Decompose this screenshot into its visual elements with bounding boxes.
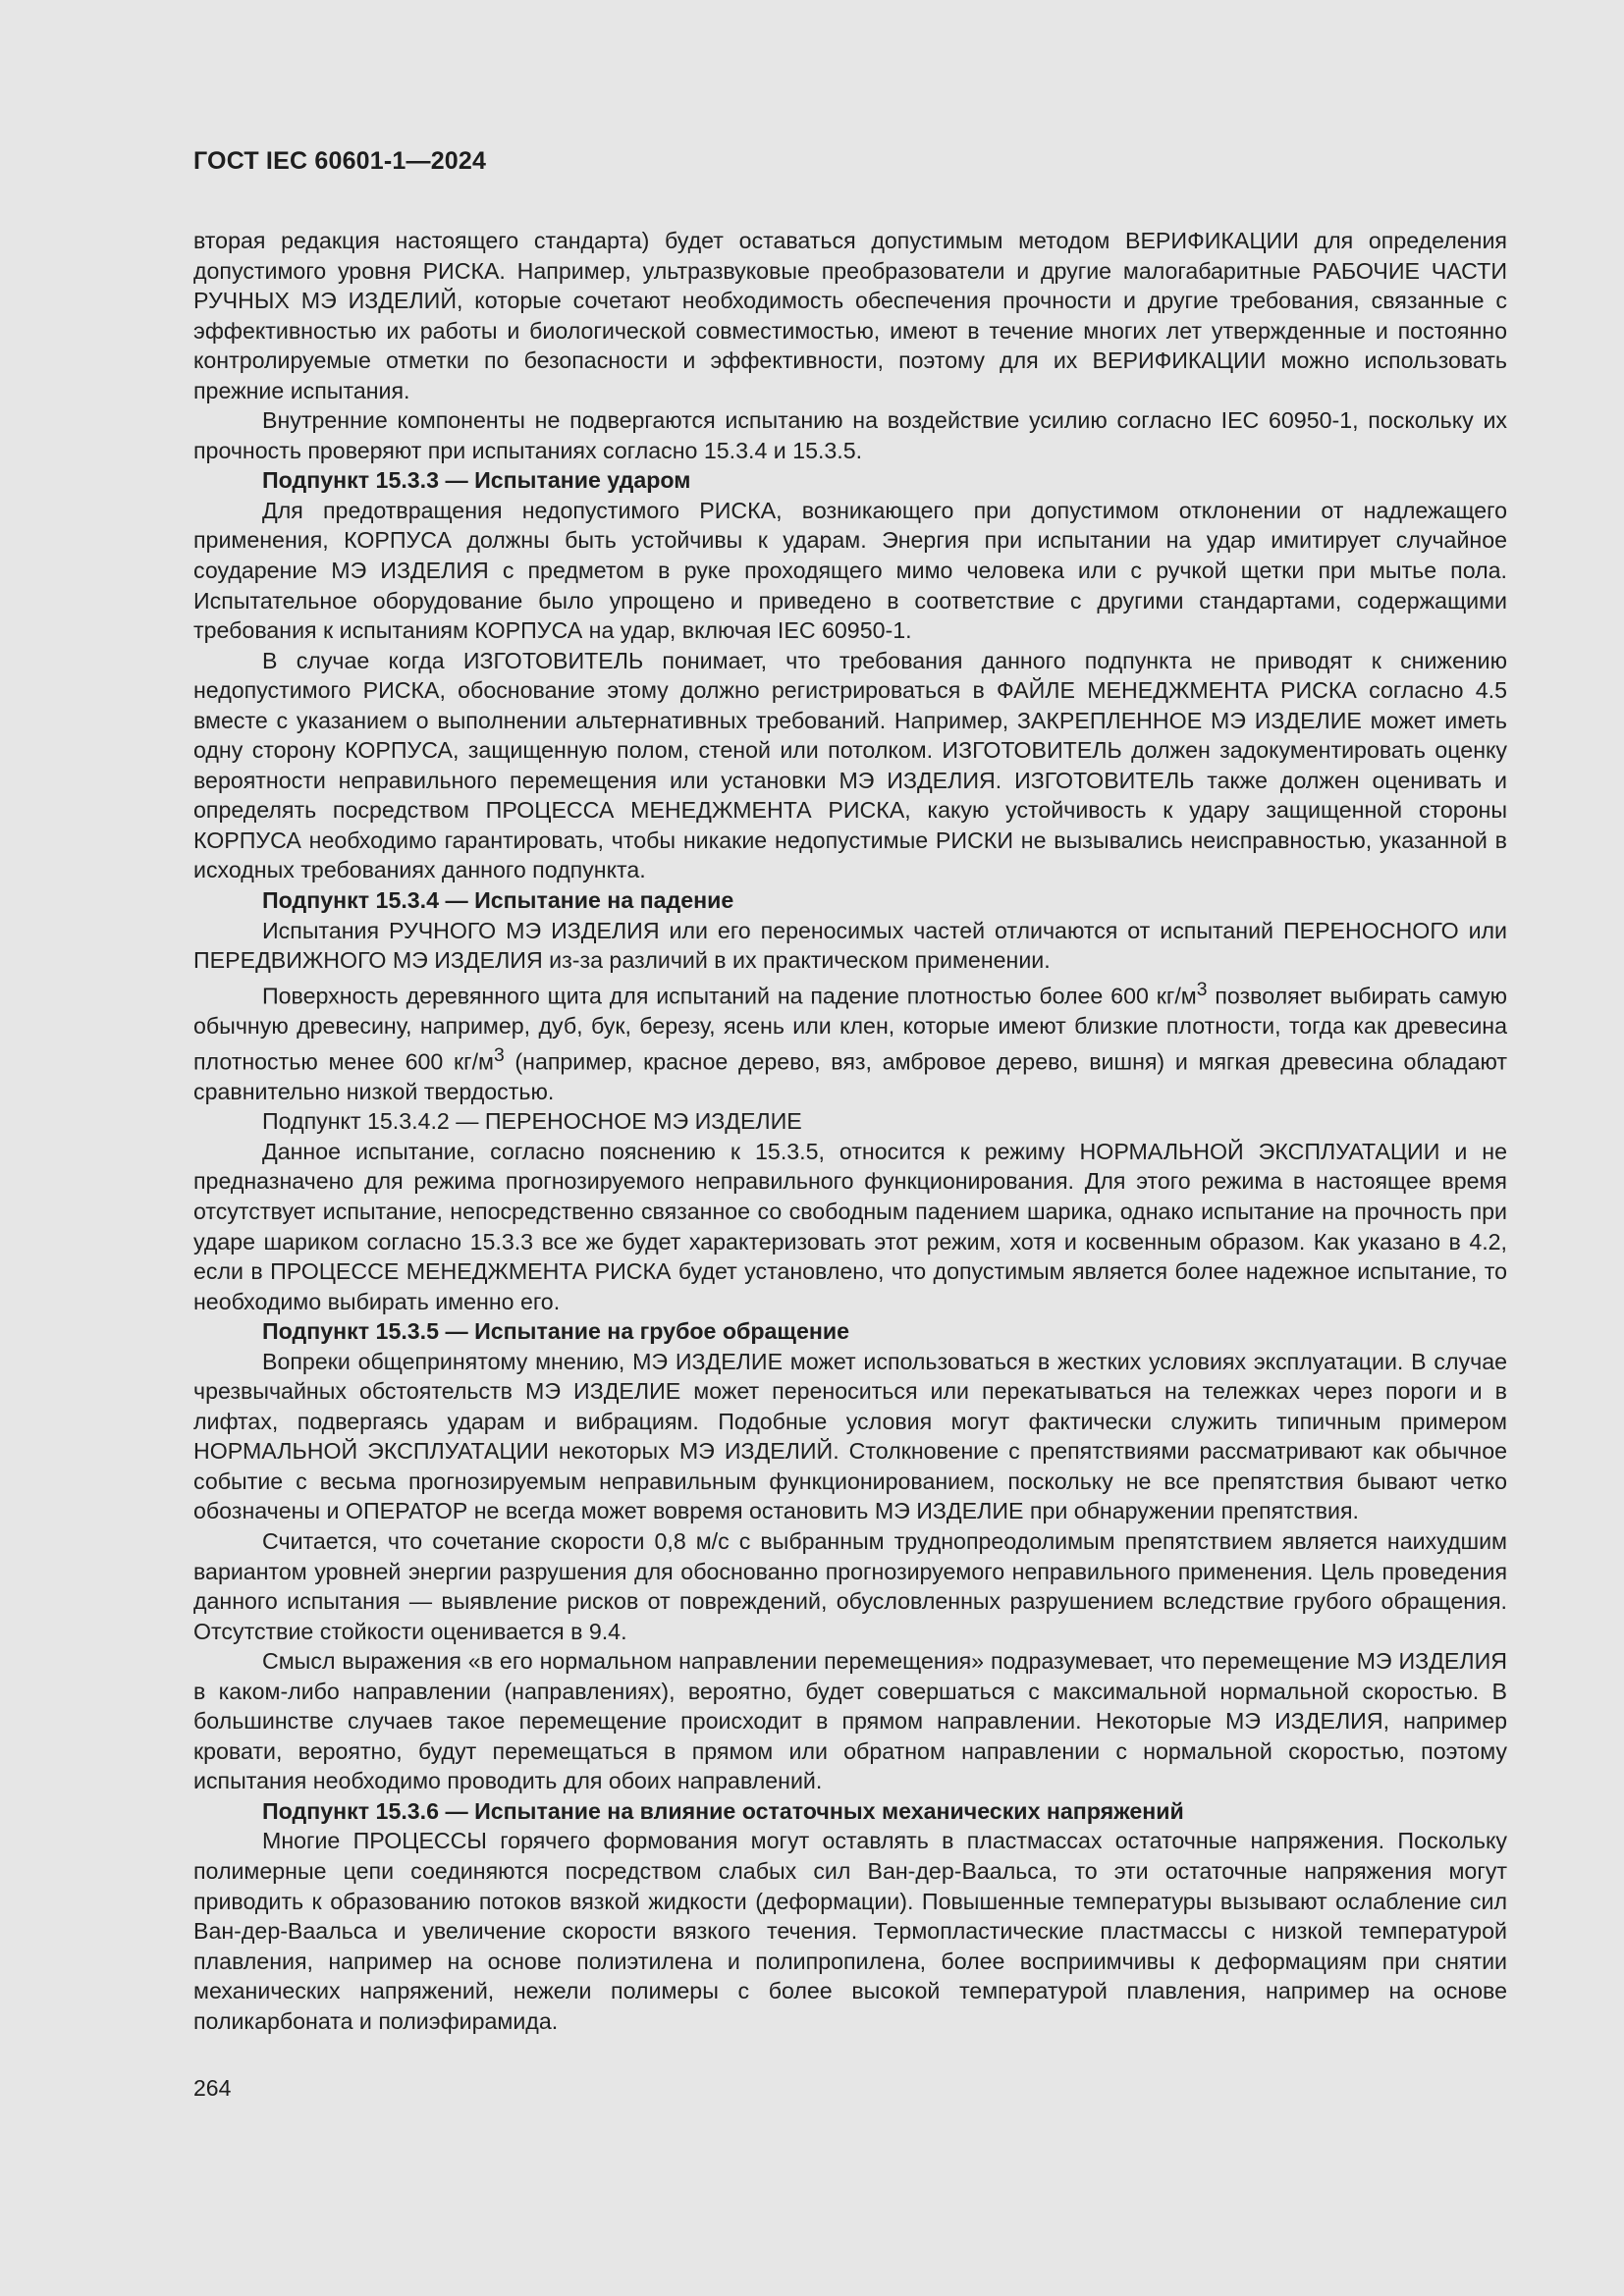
standard-header: ГОСТ IEC 60601-1—2024 — [193, 147, 487, 175]
subclause-heading-15-3-6: Подпункт 15.3.6 — Испытание на влияние остаточных механических напряжений — [262, 1797, 1184, 1824]
superscript-cubic-1: 3 — [1196, 979, 1208, 1000]
paragraph-speed-combination: Считается, что сочетание скорости 0,8 м/с с выбранным труднопреодолимым препятствием является наихудшим вариантом уровней энергии разрушения для обоснованно прогнозируемого неправильного применения. Цель проведения данного испытания — выявление рисков от повреждений, обусловленных разрушением вследствие грубого обращения. Отсутствие стойкости оценивается в 9.4. — [193, 1527, 1507, 1644]
superscript-cubic-2: 3 — [493, 1044, 505, 1066]
paragraph-handheld-tests: Испытания РУЧНОГО МЭ ИЗДЕЛИЯ или его переносимых частей отличаются от испытаний ПЕРЕНОСНОГО или ПЕРЕДВИЖНОГО МЭ ИЗДЕЛИЯ из-за различий в их практическом применении. — [193, 917, 1507, 974]
paragraph-continuation: вторая редакция настоящего стандарта) будет оставаться допустимым методом ВЕРИФИКАЦИИ для определения допустимого уровня РИСКА. Например, ультразвуковые преобразователи и другие малогабаритные РАБОЧИЕ ЧАСТИ РУЧНЫХ МЭ ИЗДЕЛИЙ, которые сочетают необходимость обеспечения прочности и другие требования, связанные с эффективностью их работы и биологической совместимостью, имеют в течение многих лет утвержденные и постоянно контролируемые отметки по безопасности и эффективности, поэтому для их ВЕРИФИКАЦИИ можно использовать прежние испытания. — [193, 228, 1507, 403]
paragraph-wood-density — [193, 976, 1507, 1107]
paragraph-residual-stress: Многие ПРОЦЕССЫ горячего формования могут оставлять в пластмассах остаточные напряжения. Поскольку полимерные цепи соединяются посредством слабых сил Ван-дер-Ваальса, то эти остаточные напряжения могут приводить к образованию потоков вязкой жидкости (деформации). Повышенные температуры вызывают ослабление сил Ван-дер-Ваальса и увеличение скорости вязкого течения. Термопластические пластмассы с низкой температурой плавления, например на основе полиэтилена и полипропилена, более восприимчивы к деформациям при снятии механических напряжений, нежели полимеры с более высокой температурой плавления, например на основе поликарбоната и полиэфирамида. — [193, 1828, 1507, 2034]
page-body — [193, 226, 1507, 2036]
wood-density-text-2: позволяет выбирать самую обычную древесину, например, дуб, бук, березу, ясень или клен, которые имеют близкие плотности, тогда как древесина плотностью менее 600 кг/м — [193, 983, 1507, 1075]
paragraph-internal-components: Внутренние компоненты не подвергаются испытанию на воздействие усилию согласно IEC 60950-1, поскольку их прочность проверяют при испытаниях согласно 15.3.4 и 15.3.5. — [193, 407, 1507, 463]
paragraph-portable-test: Данное испытание, согласно пояснению к 15.3.5, относится к режиму НОРМАЛЬНОЙ ЭКСПЛУАТАЦИИ и не предназначено для режима прогнозируемого неправильного функционирования. Для этого режима в настоящее время отсутствует испытание, непосредственно связанное со свободным падением шарика, однако испытание на прочность при ударе шариком согласно 15.3.3 все же будет характеризовать этот режим, хотя и косвенным образом. Как указано в 4.2, если в ПРОЦЕССЕ МЕНЕДЖМЕНТА РИСКА будет установлено, что допустимым является более надежное испытание, то необходимо выбирать именно его. — [193, 1138, 1507, 1314]
wood-density-text-1: Поверхность деревянного щита для испытаний на падение плотностью более 600 кг/м — [262, 983, 1197, 1009]
subclause-heading-15-3-3: Подпункт 15.3.3 — Испытание ударом — [262, 467, 691, 494]
paragraph-rough-handling: Вопреки общепринятому мнению, МЭ ИЗДЕЛИЕ может использоваться в жестких условиях эксплуатации. В случае чрезвычайных обстоятельств МЭ ИЗДЕЛИЕ может переноситься или перекатываться на тележках через пороги и в лифтах, подвергаясь ударам и вибрациям. Подобные условия могут фактически служить типичным примером НОРМАЛЬНОЙ ЭКСПЛУАТАЦИИ некоторых МЭ ИЗДЕЛИЙ. Столкновение с препятствиями рассматривают как обычное событие с весьма прогнозируемым неправильным функционированием, поскольку не все препятствия бывают четко обозначены и ОПЕРАТОР не всегда может вовремя остановить МЭ ИЗДЕЛИЕ при обнаружении препятствия. — [193, 1348, 1507, 1524]
paragraph-impact-test: Для предотвращения недопустимого РИСКА, возникающего при допустимом отклонении от надлежащего применения, КОРПУСА должны быть устойчивы к ударам. Энергия при испытании на удар имитирует случайное соударение МЭ ИЗДЕЛИЯ с предметом в руке проходящего мимо человека или с ручкой щетки при мытье пола. Испытательное оборудование было упрощено и приведено в соответствие с другими стандартами, содержащими требования к испытаниям КОРПУСА на удар, включая IEC 60950-1. — [193, 497, 1507, 644]
subclause-heading-15-3-5: Подпункт 15.3.5 — Испытание на грубое обращение — [262, 1318, 850, 1345]
subclause-heading-15-3-4-2: Подпункт 15.3.4.2 — ПЕРЕНОСНОЕ МЭ ИЗДЕЛИЕ — [262, 1108, 802, 1135]
subclause-heading-15-3-4: Подпункт 15.3.4 — Испытание на падение — [262, 887, 734, 914]
paragraph-manufacturer-justification: В случае когда ИЗГОТОВИТЕЛЬ понимает, что требования данного подпункта не приводят к снижению недопустимого РИСКА, обоснование этому должно регистрироваться в ФАЙЛЕ МЕНЕДЖМЕНТА РИСКА согласно 4.5 вместе с указанием о выполнении альтернативных требований. Например, ЗАКРЕПЛЕННОЕ МЭ ИЗДЕЛИЕ может иметь одну сторону КОРПУСА, защищенную полом, стеной или потолком. ИЗГОТОВИТЕЛЬ должен задокументировать оценку вероятности неправильного перемещения или установки МЭ ИЗДЕЛИЯ. ИЗГОТОВИТЕЛЬ также должен оценивать и определять посредством ПРОЦЕССА МЕНЕДЖМЕНТА РИСКА, какую устойчивость к удару защищенной стороны КОРПУСА необходимо гарантировать, чтобы никакие недопустимые РИСКИ не вызывались неисправностью, указанной в исходных требованиях данного подпункта. — [193, 647, 1507, 883]
paragraph-movement-direction: Смысл выражения «в его нормальном направлении перемещения» подразумевает, что перемещение МЭ ИЗДЕЛИЯ в каком-либо направлении (направлениях), вероятно, будет совершаться с максимальной нормальной скоростью. В большинстве случаев такое перемещение происходит в прямом направлении. Некоторые МЭ ИЗДЕЛИЯ, например кровати, вероятно, будут перемещаться в прямом или обратном направлении с нормальной скоростью, поэтому испытания необходимо проводить для обоих направлений. — [193, 1648, 1507, 1794]
wood-density-text-3: (например, красное дерево, вяз, амбровое дерево, вишня) и мягкая древесина обладают сравнительно низкой твердостью. — [193, 1048, 1507, 1104]
page-number: 264 — [193, 2075, 232, 2101]
